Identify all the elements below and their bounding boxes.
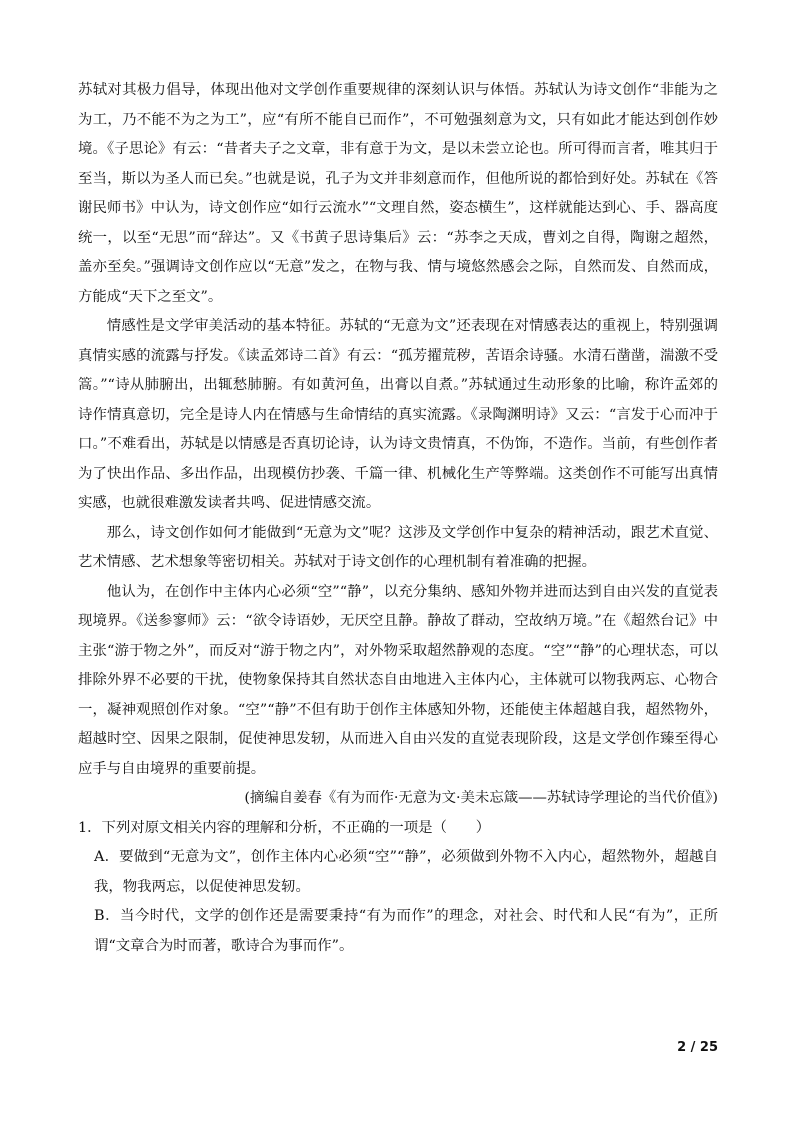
paragraph-4: 他认为，在创作中主体内心必须“空”“静”，以充分集纳、感知外物并进而达到自由兴发的直觉表现境界。《送参寥师》云：“欲令诗语妙，无厌空且静。静故了群动，空故纳万境。”在《超然台记》中主张“游于物之外”，而反对“游于物之内”，对外物采取超然静观的态度。“空”“静”的心理状态，可以排除外界不必要的干扰，使物象保持其自然状态自由地进入主体内心，主体就可以物我两忘、心物合一，凝神观照创作对象。“空”“静”不但有助于创作主体感知外物，还能使主体超越自我，超然物外，超越时空、因果之限制，促使神思发轫，从而进入自由兴发的直觉表现阶段，这是文学创作臻至得心应手与自由境界的重要前提。 [78,583,718,777]
source-citation: (摘编自姜春《有为而作·无意为文·美未忘箴——苏轼诗学理论的当代价值》) [244,790,718,806]
paragraph-3: 那么，诗文创作如何才能做到“无意为文”呢？这涉及文学创作中复杂的精神活动，跟艺术直觉、艺术情感、艺术想象等密切相关。苏轼对于诗文创作的心理机制有着准确的把握。 [78,524,718,570]
question-stem: 1．下列对原文相关内容的理解和分析，不正确的一项是（ ） [78,819,491,836]
document-body [78,76,718,961]
option-a: A．要做到“无意为文”，创作主体内心必须“空”“静”，必须做到外物不入内心，超然物外，超越自我，物我两忘，以促使神思发轫。 [94,849,718,895]
option-b: B．当今时代，文学的创作还是需要秉持“有为而作”的理念，对社会、时代和人民“有为”，正所谓“文章合为时而著，歌诗合为事而作”。 [94,908,718,954]
paragraph-1: 苏轼对其极力倡导，体现出他对文学创作重要规律的深刻认识与体悟。苏轼认为诗文创作“非能为之为工，乃不能不为之为工”，应“有所不能自已而作”，不可勉强刻意为文，只有如此才能达到创作妙境。《子思论》有云：“昔者夫子之文章，非有意于为文，是以未尝立论也。所可得而言者，唯其归于至当，斯以为圣人而已矣。”也就是说，孔子为文并非刻意而作，但他所说的都恰到好处。苏轼在《答谢民师书》中认为，诗文创作应“如行云流水”“文理自然，姿态横生”，这样就能达到心、手、器高度统一，以至“无思”而“辞达”。又《书黄子思诗集后》云：“苏李之天成，曹刘之自得，陶谢之超然，盖亦至矣。”强调诗文创作应以“无意”发之，在物与我、情与境悠然感会之际，自然而发、自然而成，方能成“天下之至文”。 [78,82,718,305]
paragraph-2: 情感性是文学审美活动的基本特征。苏轼的“无意为文”还表现在对情感表达的重视上，特别强调真情实感的流露与抒发。《读孟郊诗二首》有云：“孤芳擢荒秽，苦语余诗骚。水清石凿凿，湍激不受篙。”“诗从肺腑出，出辄愁肺腑。有如黄河鱼，出膏以自煮。”苏轼通过生动形象的比喻，称许孟郊的诗作情真意切，完全是诗人内在情感与生命情结的真实流露。《录陶渊明诗》又云：“言发于心而冲于口。”不难看出，苏轼是以情感是否真切论诗，认为诗文贵情真，不伪饰，不造作。当前，有些创作者为了快出作品、多出作品，出现模仿抄袭、千篇一律、机械化生产等弊端。这类创作不可能写出真情实感，也就很难激发读者共鸣、促进情感交流。 [78,318,718,511]
page-number: 2 / 25 [677,1040,718,1055]
